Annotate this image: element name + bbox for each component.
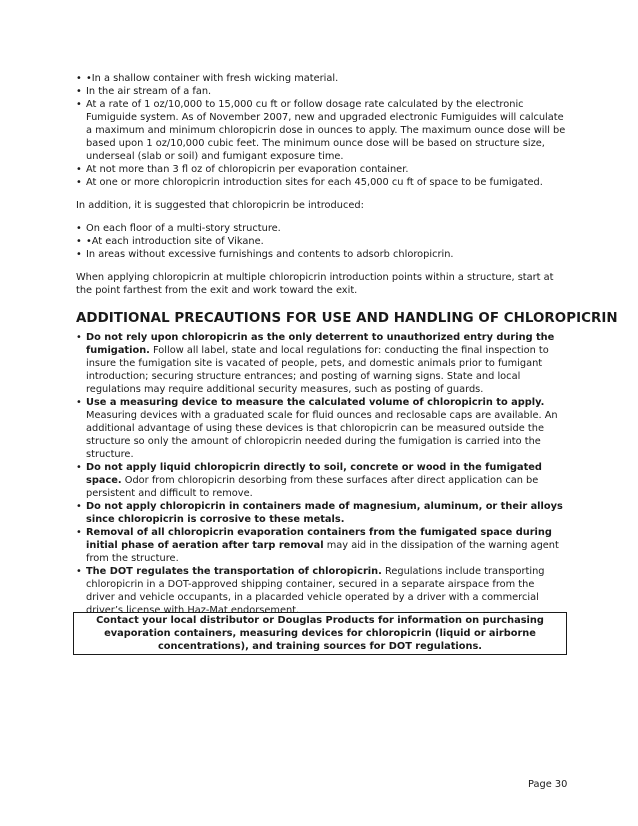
contact-notice-box xyxy=(73,612,567,655)
bullet-icon: • xyxy=(76,397,82,408)
page-content xyxy=(76,72,618,617)
application-paragraph: When applying chloropicrin at multiple chloropicrin introduction points within a structure, start at the point farthest from the exit and work toward the exit. xyxy=(76,272,554,296)
list-item: • On each floor of a multi-story structure. xyxy=(76,223,281,234)
bullet-icon: • xyxy=(76,73,82,84)
introduction-list xyxy=(76,222,566,261)
list-item: • Use a measuring device to measure the calculated volume of chloropicrin to apply. Measuring devices with a graduated scale for fluid ounces and reclosable caps are available. An additional advantage of using these devices is that chloropicrin can be measured outside the structure so only the amount of chloropicrin needed during the fumigation is carried into the structure. xyxy=(76,397,558,460)
intro-paragraph: In addition, it is suggested that chloropicrin be introduced: xyxy=(76,200,364,211)
list-item: • •At each introduction site of Vikane. xyxy=(76,236,264,247)
bullet-icon: • xyxy=(76,249,82,260)
bullet-icon: • xyxy=(76,236,82,247)
list-item: • •In a shallow container with fresh wicking material. xyxy=(76,73,339,84)
bullet-icon: • xyxy=(76,462,82,473)
list-item: • At one or more chloropicrin introduction sites for each 45,000 cu ft of space to be fumigated. xyxy=(76,177,543,188)
list-item: • Do not apply chloropicrin in containers made of magnesium, aluminum, or their alloys since chloropicrin is corrosive to these metals. xyxy=(76,501,563,525)
list-item: • In the air stream of a fan. xyxy=(76,86,212,97)
list-item: • At not more than 3 fl oz of chloropicrin per evaporation container. xyxy=(76,164,409,175)
list-item: • Do not rely upon chloropicrin as the only deterrent to unauthorized entry during the fumigation. Follow all label, state and local regulations for: conducting the final inspection to insure the fumigation site is vacated of people, pets, and domestic animals prior to fumigant introduction; securing structure entrances; and posting of warning signs. State and local regulations may require additional security measures, such as posting of guards. xyxy=(76,332,555,395)
bullet-icon: • xyxy=(76,501,82,512)
bullet-icon: • xyxy=(76,566,82,577)
bullet-icon: • xyxy=(76,527,82,538)
list-item: • At a rate of 1 oz/10,000 to 15,000 cu ft or follow dosage rate calculated by the electronic Fumiguide system. As of November 2007, new and upgraded electronic Fumiguides will calculate a maximum and minimum chloropicrin dose in ounces to apply. The maximum ounce dose will be based upon 1 oz/10,000 cubic feet. The minimum ounce dose will be based on structure size, underseal (slab or soil) and fumigant exposure time. xyxy=(76,99,566,162)
contact-notice-text: Contact your local distributor or Douglas Products for information on purchasing evaporation containers, measuring devices for chloropicrin (liquid or airborne concentrations), and training sources for DOT regulations. xyxy=(96,615,544,652)
bullet-icon: • xyxy=(76,99,82,110)
list-item: • Do not apply liquid chloropicrin directly to soil, concrete or wood in the fumigated space. Odor from chloropicrin desorbing from these surfaces after direct application can be persistent and difficult to remove. xyxy=(76,462,542,499)
bullet-icon: • xyxy=(76,223,82,234)
bullet-icon: • xyxy=(76,177,82,188)
dosage-list xyxy=(76,72,566,189)
page-number: Page 30 xyxy=(528,779,568,790)
bullet-icon: • xyxy=(76,164,82,175)
list-item: • In areas without excessive furnishings and contents to adsorb chloropicrin. xyxy=(76,249,454,260)
bullet-icon: • xyxy=(76,86,82,97)
section-heading: ADDITIONAL PRECAUTIONS FOR USE AND HANDLING OF CHLOROPICRIN xyxy=(76,311,618,326)
list-item: • The DOT regulates the transportation of chloropicrin. Regulations include transporting chloropicrin in a DOT-approved shipping container, secured in a separate airspace from the driver and vehicle occupants, in a placarded vehicle operated by a driver with a commercial driver’s license with Haz-Mat endorsement. xyxy=(76,566,545,616)
bullet-icon: • xyxy=(76,332,82,343)
precautions-list xyxy=(76,331,566,617)
list-item: • Removal of all chloropicrin evaporation containers from the fumigated space during initial phase of aeration after tarp removal may aid in the dissipation of the warning agent from the structure. xyxy=(76,527,559,564)
